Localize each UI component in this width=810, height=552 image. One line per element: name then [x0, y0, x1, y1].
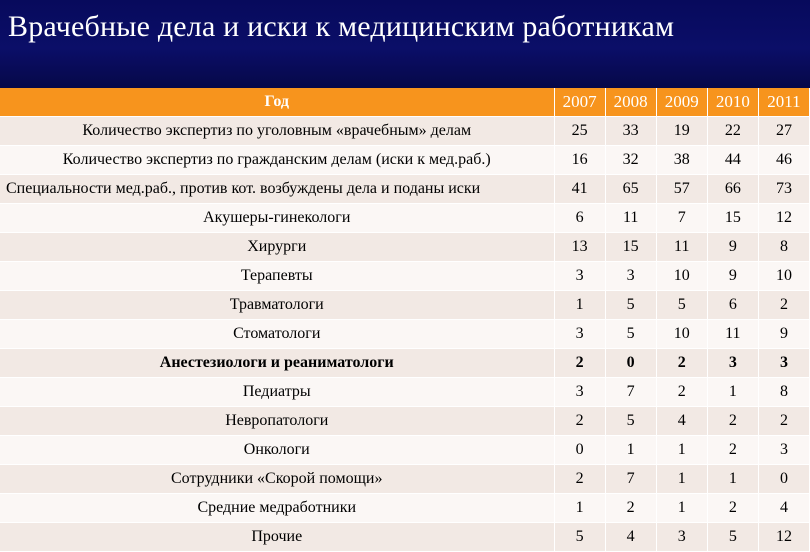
row-value: 1	[656, 465, 707, 494]
row-value: 1	[554, 494, 605, 523]
row-label: Травматологи	[0, 291, 554, 320]
table-row	[0, 349, 810, 378]
row-label: Анестезиологи и реаниматологи	[0, 349, 554, 378]
row-value: 5	[656, 291, 707, 320]
row-value: 9	[707, 233, 758, 262]
row-value: 8	[758, 233, 809, 262]
row-value: 4	[605, 523, 656, 552]
row-value: 4	[656, 407, 707, 436]
row-value: 2	[605, 494, 656, 523]
row-value: 10	[656, 262, 707, 291]
row-value: 57	[656, 175, 707, 204]
table-row	[0, 320, 810, 349]
row-value: 2	[707, 436, 758, 465]
row-value: 3	[554, 378, 605, 407]
row-value: 46	[758, 146, 809, 175]
row-value: 9	[758, 320, 809, 349]
row-value: 5	[605, 320, 656, 349]
row-value: 4	[758, 494, 809, 523]
table-row	[0, 146, 810, 175]
header-year: 2008	[605, 88, 656, 117]
row-value: 27	[758, 117, 809, 146]
row-value: 3	[656, 523, 707, 552]
row-label: Сотрудники «Скорой помощи»	[0, 465, 554, 494]
row-value: 5	[554, 523, 605, 552]
row-value: 1	[605, 436, 656, 465]
row-label: Акушеры-гинекологи	[0, 204, 554, 233]
header-year: 2007	[554, 88, 605, 117]
row-value: 44	[707, 146, 758, 175]
row-value: 5	[605, 407, 656, 436]
row-value: 25	[554, 117, 605, 146]
row-value: 2	[656, 349, 707, 378]
row-label: Количество экспертиз по гражданским делам (иски к мед.раб.)	[0, 146, 554, 175]
row-value: 2	[758, 291, 809, 320]
row-value: 3	[605, 262, 656, 291]
row-label: Невропатологи	[0, 407, 554, 436]
row-label: Средние медработники	[0, 494, 554, 523]
row-label: Прочие	[0, 523, 554, 552]
page-title: Врачебные дела и иски к медицинским работникам	[8, 10, 675, 43]
row-value: 3	[758, 436, 809, 465]
row-value: 7	[605, 465, 656, 494]
row-label: Стоматологи	[0, 320, 554, 349]
row-value: 3	[758, 349, 809, 378]
row-label: Специальности мед.раб., против кот. возбуждены дела и поданы иски	[0, 175, 554, 204]
row-value: 2	[554, 465, 605, 494]
header-year: 2011	[758, 88, 809, 117]
row-value: 6	[554, 204, 605, 233]
table-row	[0, 523, 810, 552]
row-value: 16	[554, 146, 605, 175]
table-header-row	[0, 88, 810, 117]
row-value: 11	[656, 233, 707, 262]
row-value: 2	[656, 378, 707, 407]
row-value: 5	[605, 291, 656, 320]
row-value: 1	[554, 291, 605, 320]
row-value: 0	[605, 349, 656, 378]
row-value: 8	[758, 378, 809, 407]
title-bar	[0, 0, 810, 88]
row-value: 65	[605, 175, 656, 204]
row-value: 1	[656, 436, 707, 465]
row-value: 2	[554, 407, 605, 436]
row-value: 38	[656, 146, 707, 175]
table-row	[0, 465, 810, 494]
row-value: 12	[758, 204, 809, 233]
row-value: 19	[656, 117, 707, 146]
row-value: 10	[656, 320, 707, 349]
row-label: Количество экспертиз по уголовным «врачебным» делам	[0, 117, 554, 146]
row-label: Педиатры	[0, 378, 554, 407]
table-row	[0, 262, 810, 291]
row-value: 22	[707, 117, 758, 146]
row-value: 7	[656, 204, 707, 233]
header-label: Год	[0, 88, 554, 117]
header-year: 2009	[656, 88, 707, 117]
row-value: 10	[758, 262, 809, 291]
table-row	[0, 407, 810, 436]
table-row	[0, 233, 810, 262]
data-table	[0, 88, 810, 552]
row-value: 0	[554, 436, 605, 465]
row-value: 13	[554, 233, 605, 262]
row-value: 3	[707, 349, 758, 378]
row-value: 1	[707, 465, 758, 494]
header-year: 2010	[707, 88, 758, 117]
row-value: 2	[758, 407, 809, 436]
table-row	[0, 117, 810, 146]
row-value: 3	[554, 262, 605, 291]
table-row	[0, 494, 810, 523]
row-value: 41	[554, 175, 605, 204]
row-value: 2	[707, 494, 758, 523]
row-value: 73	[758, 175, 809, 204]
row-value: 0	[758, 465, 809, 494]
table-row	[0, 378, 810, 407]
row-value: 11	[605, 204, 656, 233]
row-value: 3	[554, 320, 605, 349]
table-row	[0, 175, 810, 204]
row-value: 33	[605, 117, 656, 146]
row-label: Терапевты	[0, 262, 554, 291]
row-value: 2	[554, 349, 605, 378]
table-row	[0, 436, 810, 465]
row-value: 15	[605, 233, 656, 262]
table-row	[0, 291, 810, 320]
row-value: 9	[707, 262, 758, 291]
row-value: 7	[605, 378, 656, 407]
row-value: 66	[707, 175, 758, 204]
row-value: 6	[707, 291, 758, 320]
row-value: 32	[605, 146, 656, 175]
row-value: 15	[707, 204, 758, 233]
row-value: 5	[707, 523, 758, 552]
row-label: Онкологи	[0, 436, 554, 465]
row-value: 2	[707, 407, 758, 436]
row-label: Хирурги	[0, 233, 554, 262]
table-row	[0, 204, 810, 233]
row-value: 11	[707, 320, 758, 349]
row-value: 1	[656, 494, 707, 523]
row-value: 12	[758, 523, 809, 552]
row-value: 1	[707, 378, 758, 407]
